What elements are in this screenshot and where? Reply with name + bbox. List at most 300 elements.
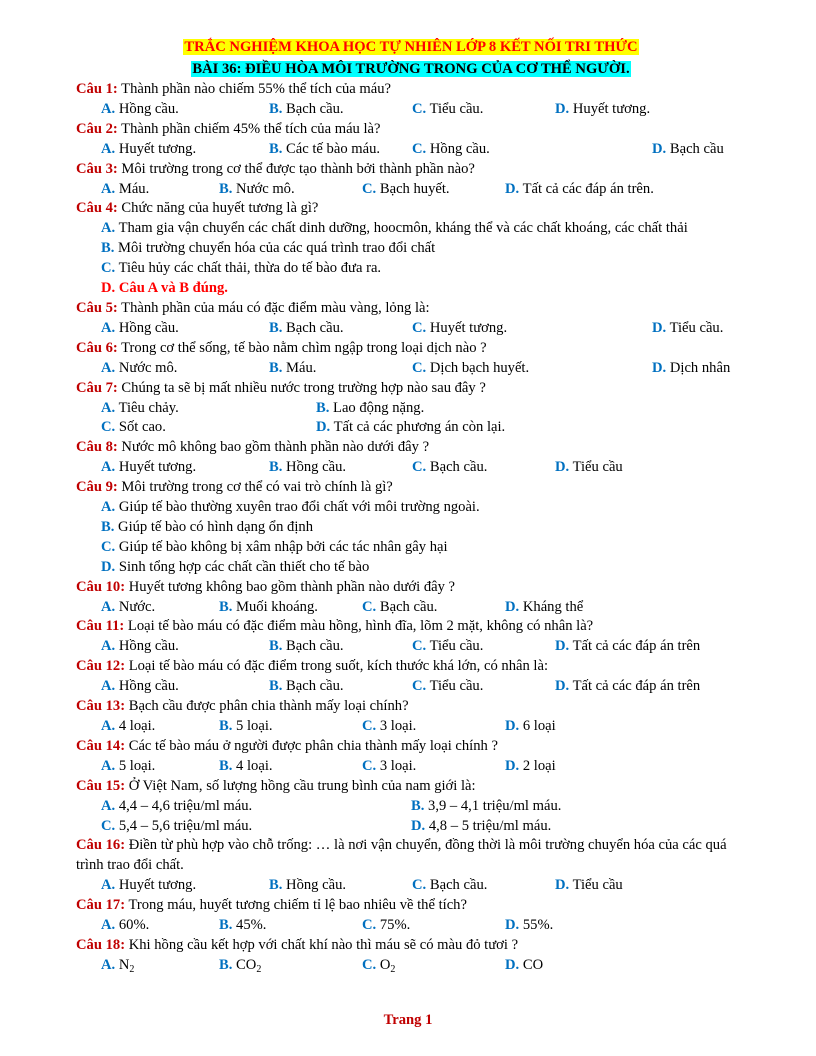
answer-option	[101, 140, 269, 160]
option-row	[76, 797, 746, 817]
option-row	[76, 458, 746, 478]
option-row	[76, 817, 746, 837]
answer-option	[101, 876, 269, 896]
answer-option	[101, 598, 219, 618]
option-text: 4,8 – 5 triệu/ml máu.	[425, 817, 552, 834]
option-row	[76, 219, 746, 239]
answer-option	[362, 956, 505, 976]
question-label: Câu 4:	[76, 200, 118, 217]
question-label: Câu 5:	[76, 299, 118, 316]
question-stem	[76, 896, 746, 916]
question-stem	[76, 160, 746, 180]
question-text: Môi trường trong cơ thể có vai trò chính là gì?	[117, 479, 393, 496]
option-text: Tất cả các đáp án trên.	[519, 180, 654, 197]
option-row	[76, 677, 746, 697]
option-letter: A.	[101, 757, 116, 774]
option-text: 5 loại.	[115, 757, 156, 774]
answer-option	[505, 916, 705, 936]
question-text: Ở Việt Nam, số lượng hồng cầu trung bình của nam giới là:	[125, 777, 476, 794]
answer-option	[362, 598, 505, 618]
answer-option	[411, 817, 711, 837]
option-letter: B.	[269, 678, 283, 695]
answer-option	[269, 359, 412, 379]
option-letter: B.	[219, 180, 233, 197]
option-row	[76, 518, 746, 538]
option-text: Bạch cầu.	[282, 678, 344, 695]
question-label: Câu 16:	[76, 837, 126, 854]
option-row	[76, 239, 746, 259]
question-text: Bạch cầu được phân chia thành mấy loại chính?	[125, 698, 409, 715]
option-text: Giúp tế bào thường xuyên trao đổi chất với môi trường ngoài.	[115, 499, 480, 516]
question-stem	[76, 120, 746, 140]
option-text: Huyết tương.	[569, 100, 651, 117]
answer-option	[101, 458, 269, 478]
option-letter: A.	[101, 359, 116, 376]
answer-option	[362, 717, 505, 737]
option-letter: D.	[555, 638, 570, 655]
option-text: Dịch bạch huyết.	[426, 359, 530, 376]
option-text: Tất cả các phương án còn lại.	[330, 419, 506, 436]
option-letter: D.	[555, 100, 570, 117]
answer-option	[101, 100, 269, 120]
option-row	[76, 140, 746, 160]
option-text: Tiểu cầu.	[426, 638, 484, 655]
option-text: 6 loại	[519, 718, 556, 734]
option-letter: B.	[219, 956, 233, 973]
option-text: Sốt cao.	[115, 419, 166, 436]
option-row	[76, 399, 746, 419]
answer-option	[362, 757, 505, 777]
question-15	[76, 777, 746, 837]
question-text: Huyết tương không bao gồm thành phần nào dưới đây ?	[125, 578, 456, 595]
answer-option	[316, 399, 616, 419]
question-stem	[76, 80, 746, 100]
option-letter: C.	[362, 757, 377, 774]
document-title: TRẮC NGHIỆM KHOA HỌC TỰ NHIÊN LỚP 8 KẾT NỐI TRI THỨC	[184, 39, 638, 55]
question-label: Câu 13:	[76, 698, 126, 715]
option-letter: B.	[269, 638, 283, 655]
option-row	[76, 498, 746, 518]
option-text: Tiêu hủy các chất thải, thừa do tế bào đưa ra.	[115, 260, 382, 277]
chem-subscript: 2	[129, 963, 135, 975]
answer-option	[505, 180, 705, 200]
answer-option	[555, 637, 715, 657]
option-text: 5 loại.	[232, 718, 273, 734]
question-2	[76, 120, 746, 160]
question-stem	[76, 199, 746, 219]
question-stem	[76, 737, 746, 757]
question-text: Điền từ phù hợp vào chỗ trống: … là nơi vận chuyển, đồng thời là môi trường chuyển hóa của các quá trình trao đổi chất.	[76, 837, 727, 874]
option-letter: C.	[412, 140, 427, 157]
answer-option	[412, 100, 555, 120]
question-4	[76, 199, 746, 299]
question-stem	[76, 657, 746, 677]
option-letter: A.	[101, 718, 116, 734]
answer-option	[269, 876, 412, 896]
option-letter: C.	[362, 718, 377, 734]
answer-option	[555, 458, 715, 478]
option-letter: B.	[316, 399, 330, 416]
option-text: Lao động nặng.	[329, 399, 425, 416]
question-label: Câu 9:	[76, 479, 118, 496]
option-text: Nước mô.	[115, 359, 178, 376]
option-letter: D.	[505, 956, 520, 973]
option-text: Môi trường chuyển hóa của các quá trình trao đổi chất	[114, 240, 436, 257]
question-text: Loại tế bào máu có đặc điểm màu hồng, hình đĩa, lõm 2 mặt, không có nhân là?	[124, 618, 594, 635]
option-row	[76, 538, 746, 558]
answer-option	[101, 180, 219, 200]
option-text: Bạch cầu.	[282, 100, 344, 117]
option-letter: B.	[269, 100, 283, 117]
option-text: Dịch nhân	[666, 359, 731, 376]
option-letter: B.	[269, 319, 283, 336]
option-text: Tham gia vận chuyển các chất dinh dưỡng, hoocmôn, kháng thể và các chất khoáng, các chất thải	[115, 220, 688, 237]
question-label: Câu 11:	[76, 618, 125, 635]
option-text: Tiêu chảy.	[115, 399, 179, 416]
option-text: Tiểu cầu.	[426, 678, 484, 695]
option-letter: C.	[412, 877, 427, 894]
option-letter: B.	[269, 459, 283, 476]
option-text: Huyết tương.	[115, 140, 197, 157]
answer-option	[412, 677, 555, 697]
option-letter: A.	[101, 220, 116, 237]
option-text: Bạch cầu.	[282, 319, 344, 336]
option-letter: B.	[219, 598, 233, 615]
question-stem	[76, 697, 746, 717]
answer-option	[652, 319, 752, 339]
option-row	[76, 717, 746, 737]
option-letter: C.	[412, 678, 427, 695]
option-letter: C.	[362, 917, 377, 934]
answer-option	[101, 797, 411, 817]
option-row	[76, 418, 746, 438]
option-row	[76, 598, 746, 618]
answer-option	[101, 260, 381, 276]
option-text: 3 loại.	[376, 757, 417, 774]
question-text: Thành phần nào chiếm 55% thể tích của máu?	[117, 81, 392, 97]
option-letter: C.	[362, 598, 377, 615]
option-row	[76, 359, 746, 379]
question-label: Câu 8:	[76, 439, 118, 456]
option-letter: B.	[411, 797, 425, 814]
option-row	[76, 876, 746, 896]
question-stem	[76, 478, 746, 498]
answer-option	[101, 399, 316, 419]
question-10	[76, 578, 746, 618]
answer-option	[316, 418, 616, 438]
option-letter: A.	[101, 100, 116, 117]
option-text: N	[115, 956, 130, 973]
answer-option	[505, 757, 705, 777]
question-label: Câu 18:	[76, 936, 126, 953]
option-letter: A.	[101, 180, 116, 197]
option-text: Hồng cầu.	[115, 678, 179, 695]
question-6	[76, 339, 746, 379]
option-text: Tiểu cầu	[569, 877, 623, 894]
answer-option	[101, 956, 219, 976]
option-letter: B.	[269, 877, 283, 894]
option-row	[76, 916, 746, 936]
question-text: Thành phần của máu có đặc điểm màu vàng, lỏng là:	[117, 299, 430, 316]
option-letter: D.	[652, 359, 667, 376]
option-text: 4,4 – 4,6 triệu/ml máu.	[115, 797, 253, 814]
option-text: Giúp tế bào có hình dạng ổn định	[114, 518, 313, 535]
question-label: Câu 10:	[76, 578, 126, 595]
option-text: Giúp tế bào không bị xâm nhập bởi các tác nhân gây hại	[115, 538, 448, 555]
answer-option	[505, 956, 705, 976]
option-text: 4 loại.	[232, 757, 273, 774]
option-text: Hồng cầu.	[426, 140, 490, 157]
option-letter: D.	[505, 718, 520, 734]
option-letter: B.	[219, 757, 233, 774]
option-letter: B.	[269, 140, 283, 157]
question-label: Câu 7:	[76, 379, 118, 396]
option-text: Nước.	[115, 598, 156, 615]
option-letter: C.	[101, 817, 116, 834]
option-text: Nước mô.	[232, 180, 295, 197]
answer-option	[411, 797, 711, 817]
option-text: Huyết tương.	[115, 459, 197, 476]
option-text: Tất cả các đáp án trên	[569, 678, 701, 695]
question-14	[76, 737, 746, 777]
answer-option	[101, 717, 219, 737]
answer-option	[219, 956, 362, 976]
question-label: Câu 12:	[76, 658, 126, 675]
question-12	[76, 657, 746, 697]
question-11	[76, 617, 746, 657]
option-text: Hồng cầu.	[115, 100, 179, 117]
question-13	[76, 697, 746, 737]
question-8	[76, 438, 746, 478]
question-label: Câu 17:	[76, 897, 126, 914]
answer-option	[412, 637, 555, 657]
option-letter: D.	[101, 558, 116, 575]
question-3	[76, 160, 746, 200]
option-row	[76, 558, 746, 578]
option-letter: D.	[101, 280, 116, 297]
option-letter: D.	[505, 180, 520, 197]
option-letter: C.	[412, 100, 427, 117]
answer-option	[555, 876, 715, 896]
option-letter: C.	[101, 260, 116, 277]
option-letter: C.	[412, 359, 427, 376]
question-label: Câu 6:	[76, 339, 118, 356]
option-letter: A.	[101, 638, 116, 655]
answer-option	[101, 359, 269, 379]
option-text: 75%.	[376, 917, 411, 934]
question-text: Môi trường trong cơ thể được tạo thành bởi thành phần nào?	[117, 160, 475, 177]
option-text: Tiểu cầu	[569, 459, 623, 476]
option-letter: A.	[101, 956, 116, 973]
answer-option	[269, 100, 412, 120]
question-stem	[76, 339, 746, 359]
question-text: Thành phần chiếm 45% thể tích của máu là?	[117, 120, 381, 137]
option-letter: D.	[555, 678, 570, 695]
option-text: Bạch cầu.	[426, 459, 488, 476]
question-stem	[76, 777, 746, 797]
option-letter: B.	[101, 240, 115, 257]
option-text: Bạch cầu.	[282, 638, 344, 655]
question-text: Khi hồng cầu kết hợp với chất khí nào thì máu sẽ có màu đỏ tươi ?	[125, 936, 519, 953]
answer-option	[269, 677, 412, 697]
option-text: 55%.	[519, 917, 554, 934]
option-letter: C.	[101, 538, 116, 555]
answer-option	[101, 559, 369, 575]
option-text: 45%.	[232, 917, 267, 934]
option-letter: A.	[101, 877, 116, 894]
page-number: Trang 1	[383, 1012, 433, 1028]
option-letter: C.	[412, 459, 427, 476]
answer-option	[269, 319, 412, 339]
option-letter: D.	[316, 419, 331, 436]
option-letter: D.	[505, 598, 520, 615]
option-text: Hồng cầu.	[115, 638, 179, 655]
option-letter: D.	[505, 917, 520, 934]
answer-option	[362, 916, 505, 936]
option-row	[76, 180, 746, 200]
answer-option	[269, 458, 412, 478]
option-row	[76, 757, 746, 777]
question-1	[76, 80, 746, 120]
option-text: CO	[519, 956, 544, 973]
answer-option	[412, 876, 555, 896]
question-9	[76, 478, 746, 578]
option-letter: A.	[101, 319, 116, 336]
answer-option	[101, 240, 435, 256]
option-text: Sinh tổng hợp các chất cần thiết cho tế bào	[115, 558, 370, 575]
option-text: Bạch cầu.	[376, 598, 438, 615]
question-label: Câu 14:	[76, 737, 126, 754]
question-text: Chúng ta sẽ bị mất nhiều nước trong trường hợp nào sau đây ?	[117, 379, 486, 396]
option-letter: B.	[101, 518, 115, 535]
option-row	[76, 100, 746, 120]
option-letter: A.	[101, 598, 116, 615]
answer-option	[412, 140, 652, 160]
option-text: Bạch cầu.	[426, 877, 488, 894]
option-row	[76, 637, 746, 657]
option-text: 4 loại.	[115, 718, 156, 734]
option-text: Tiểu cầu.	[666, 319, 724, 336]
question-label: Câu 15:	[76, 777, 126, 794]
option-text: Bạch cầu	[666, 140, 724, 157]
question-label: Câu 1:	[76, 81, 118, 97]
chem-subscript: 2	[390, 963, 396, 975]
option-text: Máu.	[115, 180, 150, 197]
answer-option	[101, 519, 313, 535]
question-text: Trong cơ thể sống, tế bào nằm chìm ngập trong loại dịch nào ?	[117, 339, 487, 356]
option-text: Hồng cầu.	[282, 459, 347, 476]
option-text: Câu A và B đúng.	[115, 280, 228, 297]
answer-option	[269, 637, 412, 657]
question-5	[76, 299, 746, 339]
option-text: Các tế bào máu.	[282, 140, 381, 157]
option-text: Huyết tương.	[115, 877, 197, 894]
option-letter: C.	[362, 956, 377, 973]
question-text: Nước mô không bao gồm thành phần nào dưới đây ?	[117, 439, 430, 456]
answer-option	[101, 757, 219, 777]
question-text: Các tế bào máu ở người được phân chia thành mấy loại chính ?	[125, 737, 498, 754]
option-row	[76, 319, 746, 339]
option-letter: B.	[219, 718, 233, 734]
option-letter: D.	[652, 140, 667, 157]
question-text: Chức năng của huyết tương là gì?	[117, 200, 319, 217]
option-letter: A.	[101, 140, 116, 157]
question-label: Câu 2:	[76, 120, 118, 137]
option-text: Tiểu cầu.	[426, 100, 484, 117]
answer-option	[555, 677, 715, 697]
option-letter: A.	[101, 678, 116, 695]
answer-option	[219, 180, 362, 200]
answer-option	[505, 717, 705, 737]
answer-option	[219, 757, 362, 777]
answer-option	[101, 817, 411, 837]
question-stem	[76, 936, 746, 956]
option-letter: C.	[412, 638, 427, 655]
question-text: Loại tế bào máu có đặc điểm trong suốt, kích thước khá lớn, có nhân là:	[125, 658, 548, 675]
answer-option	[101, 220, 688, 236]
option-letter: B.	[219, 917, 233, 934]
question-stem	[76, 578, 746, 598]
option-letter: A.	[101, 917, 116, 934]
option-text: Kháng thể	[519, 598, 584, 615]
question-16	[76, 836, 746, 896]
option-text: O	[376, 956, 391, 973]
option-letter: D.	[555, 877, 570, 894]
option-text: 3,9 – 4,1 triệu/ml máu.	[424, 797, 562, 814]
answer-option	[219, 717, 362, 737]
question-stem	[76, 617, 746, 637]
question-17	[76, 896, 746, 936]
answer-option	[101, 280, 228, 296]
answer-option	[555, 100, 715, 120]
answer-option	[505, 598, 705, 618]
question-label: Câu 3:	[76, 160, 118, 177]
question-7	[76, 379, 746, 439]
option-text: Hồng cầu.	[115, 319, 179, 336]
question-stem	[76, 836, 746, 876]
option-text: Muối khoáng.	[232, 598, 318, 615]
option-letter: B.	[269, 359, 283, 376]
answer-option	[412, 359, 652, 379]
answer-option	[269, 140, 412, 160]
option-text: CO	[232, 956, 257, 973]
question-stem	[76, 438, 746, 458]
question-text: Trong máu, huyết tương chiếm tỉ lệ bao nhiêu về thể tích?	[125, 897, 467, 914]
answer-option	[219, 916, 362, 936]
option-letter: C.	[362, 180, 377, 197]
answer-option	[101, 319, 269, 339]
answer-option	[219, 598, 362, 618]
answer-option	[101, 916, 219, 936]
option-letter: A.	[101, 459, 116, 476]
lesson-title: BÀI 36: ĐIỀU HÒA MÔI TRƯỜNG TRONG CỦA CƠ THỂ NGƯỜI.	[192, 61, 630, 77]
option-row	[76, 259, 746, 279]
answer-option	[412, 319, 652, 339]
option-text: 2 loại	[519, 757, 556, 774]
question-stem	[76, 379, 746, 399]
chem-subscript: 2	[256, 963, 262, 975]
answer-option	[101, 418, 316, 438]
document-page	[76, 36, 746, 976]
option-row	[76, 279, 746, 299]
answer-option	[101, 539, 448, 555]
option-letter: A.	[101, 797, 116, 814]
answer-option	[652, 140, 752, 160]
option-letter: C.	[412, 319, 427, 336]
option-letter: A.	[101, 499, 116, 516]
option-letter: D.	[652, 319, 667, 336]
answer-option	[101, 499, 480, 515]
